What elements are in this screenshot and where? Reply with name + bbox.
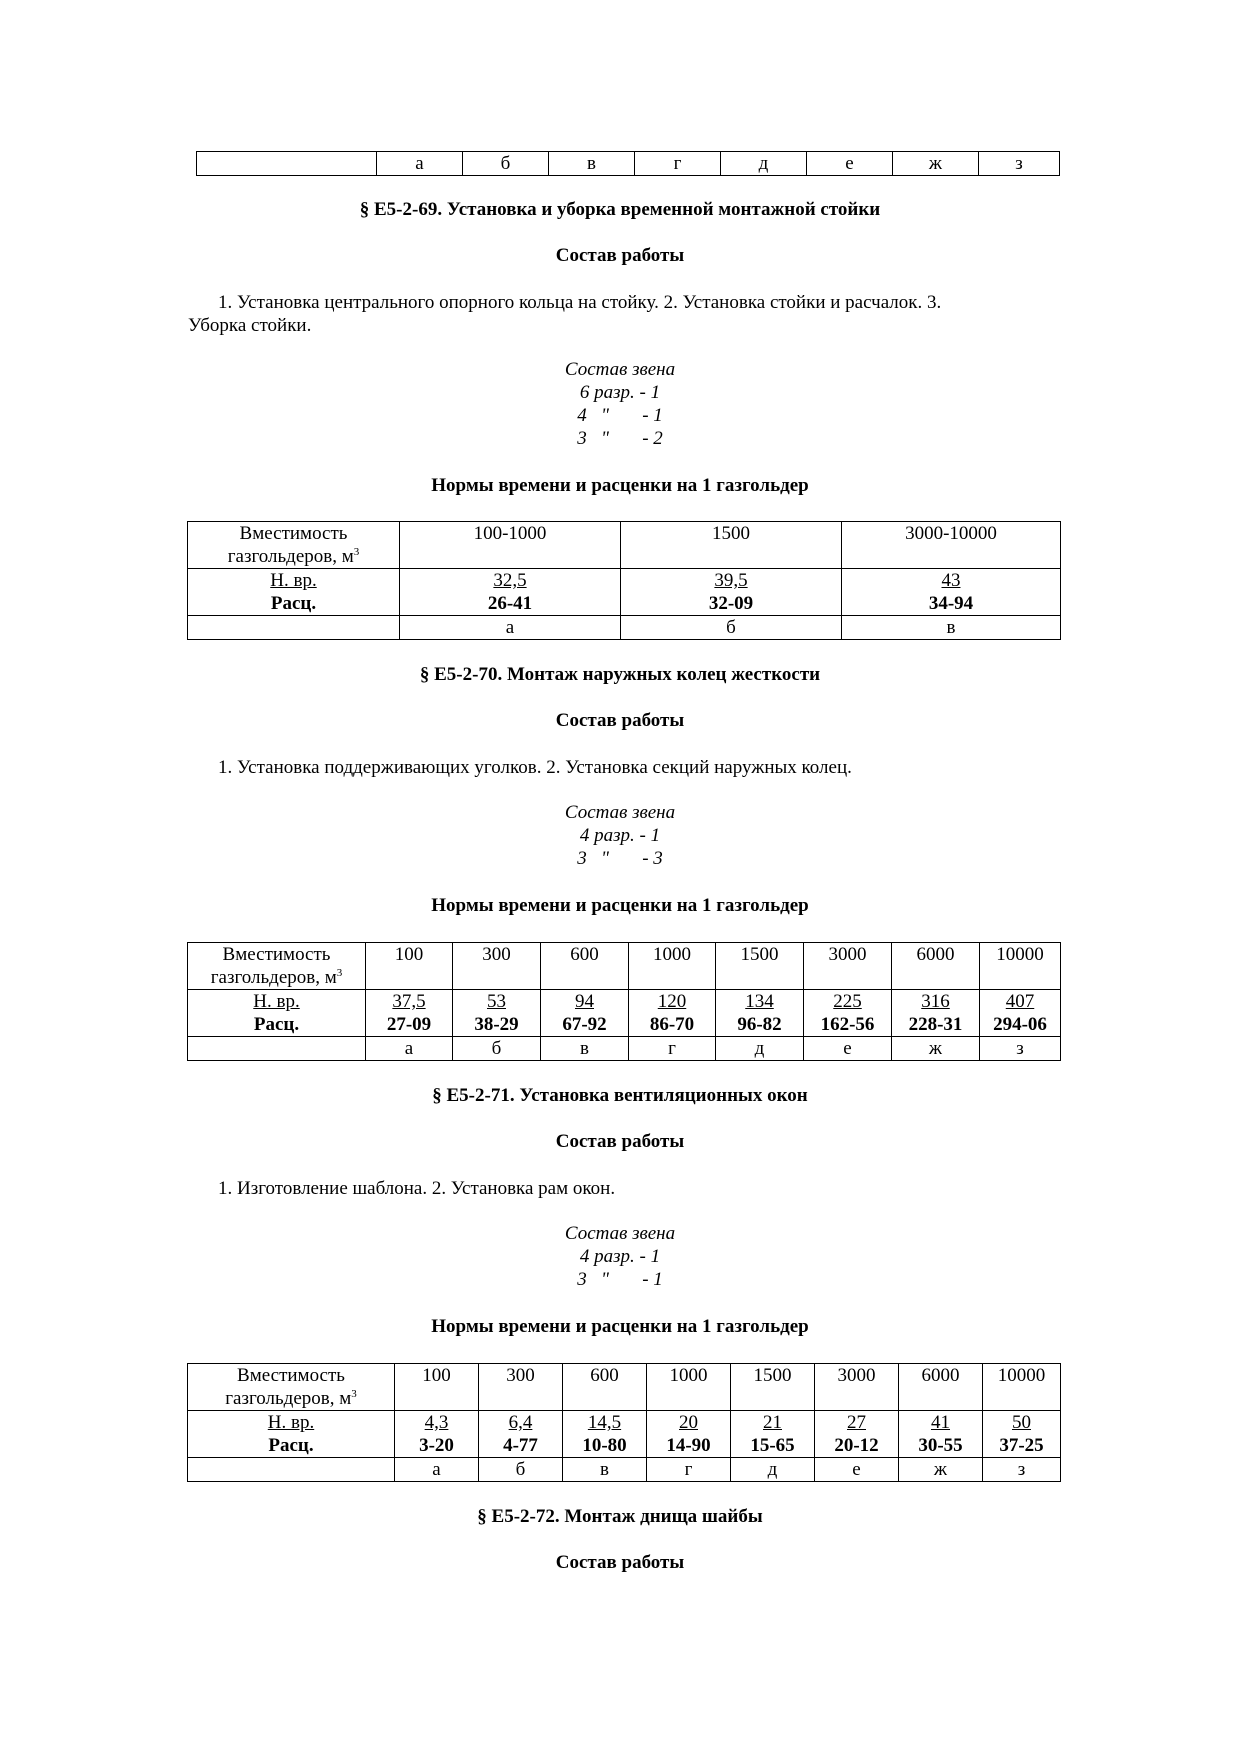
- letter-cell: а: [395, 1458, 479, 1482]
- capacity-value: 3000-10000: [842, 522, 1061, 569]
- work-text: Уборка стойки.: [188, 315, 312, 336]
- brigade-title: Состав звена: [564, 1223, 676, 1244]
- nvr-rasc-cell: 407 294-06: [980, 990, 1061, 1037]
- nvr-rasc-cell: 316 228-31: [892, 990, 980, 1037]
- nvr-rasc-cell: 32,5 26-41: [400, 569, 621, 616]
- nvr-rasc-cell: 39,5 32-09: [621, 569, 842, 616]
- letter-cell: б: [479, 1458, 563, 1482]
- letter-cell: а: [366, 1037, 453, 1061]
- capacity-value: 600: [563, 1364, 647, 1411]
- work-heading: Состав работы: [555, 1552, 685, 1573]
- capacity-value: 1500: [621, 522, 842, 569]
- capacity-value: 10000: [980, 943, 1061, 990]
- top-letters-table: [196, 151, 1060, 176]
- work-text: 1. Установка поддерживающих уголков. 2. Установка секций наружных колец.: [218, 757, 852, 778]
- nvr-rasc-cell: 94 67-92: [541, 990, 629, 1037]
- brigade-row: 6 разр. - 1: [579, 382, 661, 403]
- section-title: § Е5-2-72. Монтаж днища шайбы: [477, 1506, 763, 1527]
- brigade-row: 3 " - 2: [577, 428, 663, 449]
- capacity-value: 600: [541, 943, 629, 990]
- capacity-label: Вместимость газгольдеров, $м^3$: [188, 1364, 395, 1411]
- work-heading: Состав работы: [555, 1131, 685, 1152]
- capacity-value: 10000: [983, 1364, 1061, 1411]
- capacity-value: 3000: [804, 943, 892, 990]
- nvr-rasc-cell: 4,3 3-20: [395, 1411, 479, 1458]
- letter-cell: а: [400, 616, 621, 640]
- work-text: 1. Изготовление шаблона. 2. Установка рам окон.: [218, 1178, 616, 1199]
- section-title: § Е5-2-71. Установка вентиляционных окон: [432, 1085, 808, 1106]
- capacity-value: 100: [366, 943, 453, 990]
- nvr-rasc-label: Н. вр. Расц.: [188, 569, 400, 616]
- section-title: § Е5-2-69. Установка и уборка временной монтажной стойки: [359, 199, 881, 220]
- norms-table: [187, 942, 1061, 1061]
- capacity-value: 300: [479, 1364, 563, 1411]
- brigade-row: 4 " - 1: [577, 405, 663, 426]
- nvr-rasc-cell: 53 38-29: [453, 990, 541, 1037]
- letter-cell: ж: [893, 152, 979, 176]
- nvr-rasc-cell: 41 30-55: [899, 1411, 983, 1458]
- nvr-rasc-cell: 134 96-82: [716, 990, 804, 1037]
- capacity-value: 1000: [629, 943, 716, 990]
- brigade-title: Состав звена: [564, 359, 676, 380]
- letter-cell: з: [980, 1037, 1061, 1061]
- letter-cell: а: [377, 152, 463, 176]
- letter-cell: б: [463, 152, 549, 176]
- nvr-rasc-cell: 27 20-12: [815, 1411, 899, 1458]
- letter-cell: г: [635, 152, 721, 176]
- empty-cell: [188, 616, 400, 640]
- capacity-value: 6000: [899, 1364, 983, 1411]
- letter-cell: е: [807, 152, 893, 176]
- nvr-rasc-label: Н. вр. Расц.: [188, 990, 366, 1037]
- work-heading: Состав работы: [555, 710, 685, 731]
- work-text: 1. Установка центрального опорного кольца на стойку. 2. Установка стойки и расчалок. 3.: [218, 292, 942, 313]
- letter-cell: д: [721, 152, 807, 176]
- empty-cell: [188, 1037, 366, 1061]
- empty-cell: [197, 152, 377, 176]
- letter-cell: д: [716, 1037, 804, 1061]
- work-heading: Состав работы: [555, 245, 685, 266]
- nvr-rasc-cell: 37,5 27-09: [366, 990, 453, 1037]
- capacity-value: 300: [453, 943, 541, 990]
- brigade-title: Состав звена: [564, 802, 676, 823]
- letter-cell: з: [983, 1458, 1061, 1482]
- letter-cell: е: [804, 1037, 892, 1061]
- brigade-block: [0, 358, 1240, 450]
- nvr-rasc-label: Н. вр. Расц.: [188, 1411, 395, 1458]
- letter-cell: ж: [899, 1458, 983, 1482]
- nvr-rasc-cell: 120 86-70: [629, 990, 716, 1037]
- nvr-rasc-cell: 43 34-94: [842, 569, 1061, 616]
- letter-cell: б: [453, 1037, 541, 1061]
- capacity-value: 100: [395, 1364, 479, 1411]
- nvr-rasc-cell: 20 14-90: [647, 1411, 731, 1458]
- section-title: § Е5-2-70. Монтаж наружных колец жесткости: [419, 664, 821, 685]
- letter-cell: в: [541, 1037, 629, 1061]
- capacity-value: 6000: [892, 943, 980, 990]
- brigade-row: 4 разр. - 1: [579, 1246, 661, 1267]
- norms-table: [187, 521, 1061, 640]
- nvr-rasc-cell: 225 162-56: [804, 990, 892, 1037]
- capacity-label: Вместимость газгольдеров, $м^3$: [188, 943, 366, 990]
- norms-heading: Нормы времени и расценки на 1 газгольдер: [431, 895, 809, 916]
- capacity-value: 1500: [716, 943, 804, 990]
- capacity-label: Вместимость газгольдеров, $м^3$: [188, 522, 400, 569]
- letter-cell: в: [549, 152, 635, 176]
- letter-cell: в: [842, 616, 1061, 640]
- nvr-rasc-cell: 50 37-25: [983, 1411, 1061, 1458]
- letter-cell: з: [979, 152, 1060, 176]
- norms-heading: Нормы времени и расценки на 1 газгольдер: [431, 1316, 809, 1337]
- empty-cell: [188, 1458, 395, 1482]
- capacity-value: 1500: [731, 1364, 815, 1411]
- capacity-value: 3000: [815, 1364, 899, 1411]
- capacity-value: 100-1000: [400, 522, 621, 569]
- brigade-row: 3 " - 1: [577, 1269, 663, 1290]
- letter-cell: в: [563, 1458, 647, 1482]
- letter-cell: ж: [892, 1037, 980, 1061]
- capacity-value: 1000: [647, 1364, 731, 1411]
- nvr-rasc-cell: 21 15-65: [731, 1411, 815, 1458]
- letter-cell: б: [621, 616, 842, 640]
- brigade-row: 4 разр. - 1: [579, 825, 661, 846]
- letter-cell: г: [629, 1037, 716, 1061]
- brigade-block: [0, 801, 1240, 870]
- nvr-rasc-cell: 14,5 10-80: [563, 1411, 647, 1458]
- brigade-block: [0, 1222, 1240, 1291]
- letter-cell: д: [731, 1458, 815, 1482]
- letter-cell: г: [647, 1458, 731, 1482]
- brigade-row: 3 " - 3: [577, 848, 663, 869]
- norms-heading: Нормы времени и расценки на 1 газгольдер: [431, 475, 809, 496]
- norms-table: [187, 1363, 1061, 1482]
- letter-cell: е: [815, 1458, 899, 1482]
- nvr-rasc-cell: 6,4 4-77: [479, 1411, 563, 1458]
